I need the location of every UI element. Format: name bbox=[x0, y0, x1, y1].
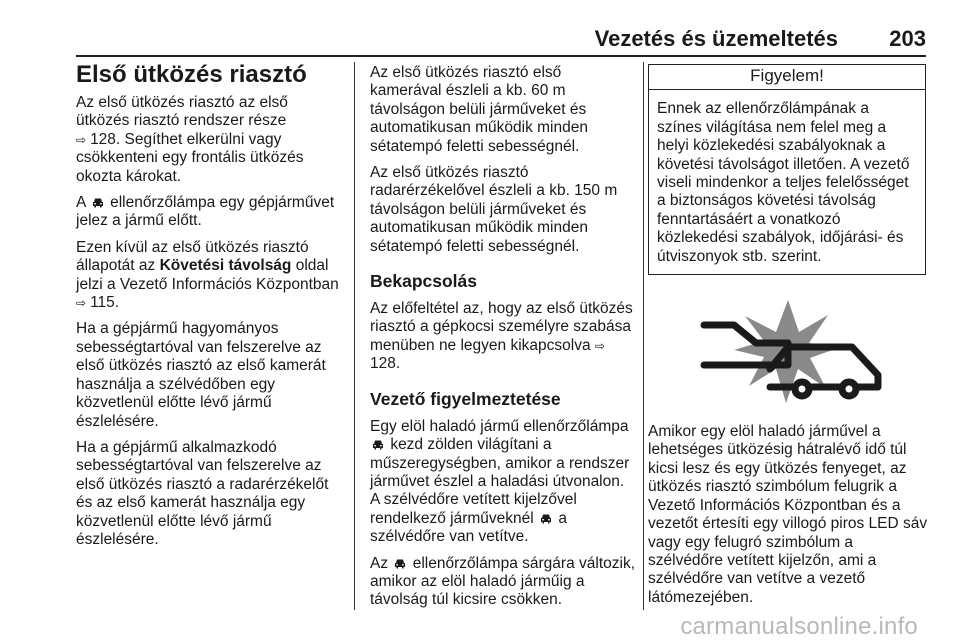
column-right bbox=[648, 64, 928, 615]
vehicle-ahead-icon bbox=[92, 197, 104, 208]
page-reference-icon: ⇨ bbox=[594, 338, 605, 353]
text: Az előfeltétel az, hogy az első ütközés riasztó a gépkocsi személyre szabása menüben ne legyen kikapcsolva bbox=[370, 300, 633, 354]
vehicle-ahead-icon bbox=[394, 558, 406, 569]
text: ellenőrzőlámpa egy gépjárművet jelez a jármű előtt. bbox=[76, 194, 335, 230]
text: Ezen kívül az első ütközés riasztó állapotát az bbox=[76, 238, 309, 275]
subheading-driver-warning: Vezető figyelmeztetése bbox=[370, 388, 561, 409]
section-title: Első ütközés riasztó bbox=[76, 61, 307, 88]
warning-box bbox=[648, 64, 926, 275]
text: 128. Segíthet elkerülni vagy csökkenteni egy frontális ütközés okozta károkat. bbox=[76, 130, 304, 185]
text: kezd zölden világítani a műszeregységben, amikor a rendszer járművet észlel a haladási útvonalon. A szélvédőre vetített kijelzővel rendelkező járműveknél bbox=[370, 436, 630, 527]
text: ellenőrzőlámpa sárgára változik, amikor az elöl haladó járműig a távolság túl kicsire csökken. bbox=[370, 554, 635, 609]
paragraph bbox=[76, 239, 341, 313]
vehicle-ahead-icon bbox=[540, 513, 552, 524]
paragraph: Ha a gépjármű hagyományos sebességtartóval van felszerelve az első ütközés riasztó az első kamerát használja a szélvédőben egy közvetlenül előtte lévő jármű észlelésére. bbox=[76, 320, 326, 430]
column-divider-1 bbox=[354, 62, 355, 610]
paragraph bbox=[76, 94, 341, 186]
bold-term: Követési távolság bbox=[159, 257, 292, 275]
paragraph bbox=[370, 300, 636, 374]
column-left bbox=[76, 60, 341, 557]
watermark: carmanualsonline.info bbox=[680, 613, 918, 640]
paragraph bbox=[370, 418, 636, 547]
paragraph: Amikor egy elöl haladó járművel a lehetséges ütközésig hátralévő idő túl kicsi lesz és egy ütközés fenyeget, az ütközés riasztó szimbólum felugrik a Vezető Információs Központban és a vezetőt értesíti egy villogó piros LED sáv vagy egy felugró szimbólum a szélvédőre vetített kijelzőn, ami a szélvédőre van vetítve a vezető látómezejében. bbox=[648, 423, 928, 606]
page-reference-icon: ⇨ bbox=[76, 296, 87, 311]
text: Az bbox=[370, 554, 389, 572]
warning-text: Ennek az ellenőrzőlámpának a színes világítása nem felel meg a helyi közlekedési szabályoknak a követési távolságot illetően. A vezető viseli mindenkor a teljes felelősséget a biztonságos követési távolság fenntartásáért a vonatkozó közlekedési szabályok, időjárási- és útviszonyok stb. szerint. bbox=[657, 100, 910, 265]
paragraph: Az első ütközés riasztó radarérzékelővel észleli a kb. 150 m távolságon belüli járműveket és automatikusan működik minden sétatempó feletti sebességnél. bbox=[370, 164, 618, 255]
text: Egy elöl haladó jármű ellenőrzőlámpa bbox=[370, 417, 629, 435]
page-reference-icon: ⇨ bbox=[76, 132, 87, 147]
page-header bbox=[76, 26, 926, 56]
text: a szélvédőre van vetítve. bbox=[370, 509, 567, 546]
paragraph bbox=[370, 555, 636, 610]
column-middle bbox=[370, 64, 636, 618]
paragraph: Az első ütközés riasztó első kamerával észleli a kb. 60 m távolságon belüli járműveket és automatikusan működik minden sétatempó feletti sebességnél. bbox=[370, 64, 588, 155]
vehicle-ahead-icon bbox=[372, 439, 384, 450]
collision-warning-illustration bbox=[648, 295, 924, 413]
text: 115. bbox=[90, 294, 120, 312]
text: 128. bbox=[370, 355, 401, 373]
subheading-activation: Bekapcsolás bbox=[370, 271, 478, 292]
text: Az első ütközés riasztó az első ütközés riasztó rendszer része bbox=[76, 94, 288, 130]
text: A bbox=[76, 194, 86, 212]
header-rule bbox=[76, 55, 926, 57]
page-number: 203 bbox=[889, 26, 926, 51]
paragraph: Ha a gépjármű alkalmazkodó sebességtartóval van felszerelve az első ütközés riasztó a radarérzékelőt és az első kamerát használja egy közvetlenül előtte lévő jármű észlelésére. bbox=[76, 438, 329, 548]
text: oldal jelzi a Vezető Információs Központban bbox=[76, 257, 339, 293]
header-title: Vezetés és üzemeltetés bbox=[594, 26, 838, 51]
warning-title: Figyelem! bbox=[649, 65, 925, 90]
column-divider-2 bbox=[643, 62, 644, 610]
paragraph bbox=[76, 194, 341, 231]
